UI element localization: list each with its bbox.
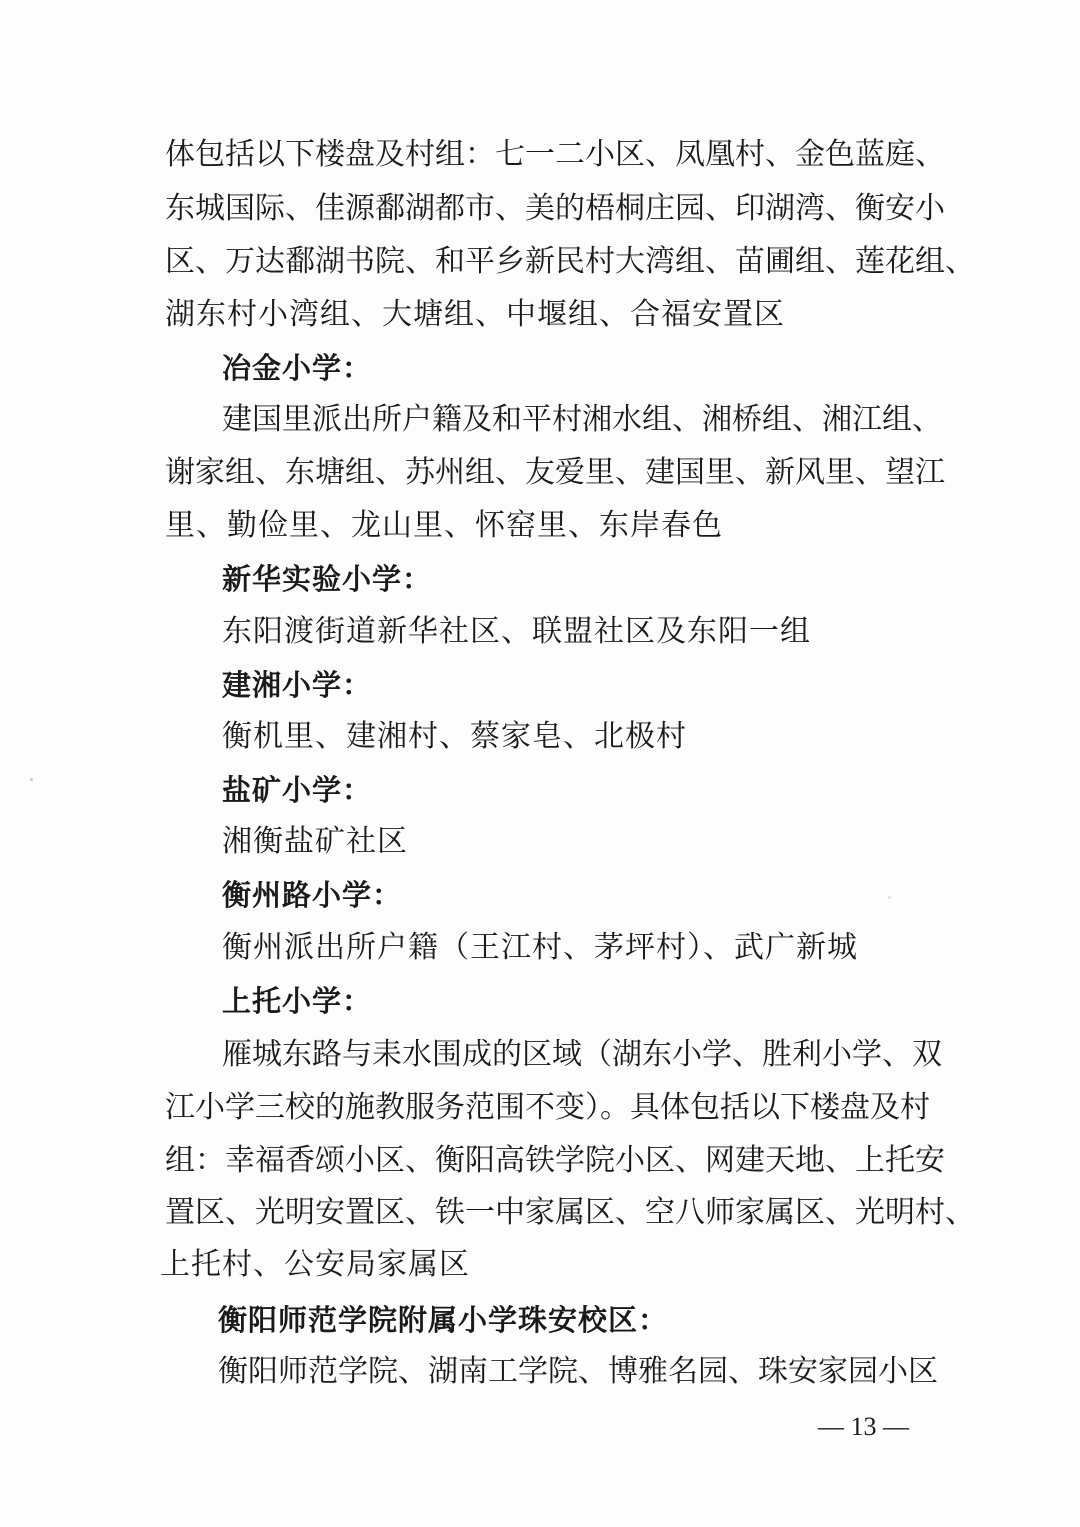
text-line: 里、勤俭里、龙山里、怀窑里、东岸春色 [165, 508, 723, 543]
text-line: 衡州派出所户籍（王江村、茅坪村）、武广新城 [222, 930, 858, 965]
section-heading-yejin: 冶金小学： [222, 351, 373, 385]
text-line: 湖东村小湾组、大塘组、中堰组、合福安置区 [165, 297, 785, 332]
text-line: 衡机里、建湘村、蔡家皂、北极村 [222, 719, 687, 754]
section-heading-yankuang: 盐矿小学： [222, 773, 373, 807]
text-line: 衡阳师范学院、湖南工学院、博雅名园、珠安家园小区 [218, 1354, 938, 1389]
text-line: 雁城东路与耒水围成的区域（湖东小学、胜利小学、双 [222, 1037, 942, 1072]
section-heading-jianxiang: 建湘小学： [222, 668, 373, 702]
section-heading-xinhua: 新华实验小学： [222, 562, 433, 596]
section-heading-shangtuo: 上托小学： [222, 984, 373, 1018]
scan-speck [888, 896, 891, 899]
section-heading-hengzhoulu: 衡州路小学： [222, 878, 403, 912]
page-number: — 13 — [818, 1412, 909, 1441]
scan-speck [30, 778, 33, 781]
text-line: 谢家组、东塘组、苏州组、友爱里、建国里、新风里、望江 [165, 455, 945, 490]
text-line: 东城国际、佳源鄱湖都市、美的梧桐庄园、印湖湾、衡安小 [165, 191, 945, 226]
text-line: 湘衡盐矿社区 [222, 824, 408, 859]
text-line: 置区、光明安置区、铁一中家属区、空八师家属区、光明村、 [165, 1195, 975, 1230]
text-line: 上托村、公安局家属区 [160, 1247, 470, 1282]
text-line: 建国里派出所户籍及和平村湘水组、湘桥组、湘江组、 [222, 402, 942, 437]
text-line: 江小学三校的施教服务范围不变）。具体包括以下楼盘及村 [165, 1090, 930, 1125]
text-line: 东阳渡街道新华社区、联盟社区及东阳一组 [222, 614, 811, 649]
text-line: 组：幸福香颂小区、衡阳高铁学院小区、网建天地、上托安 [165, 1143, 945, 1178]
text-line: 体包括以下楼盘及村组：七一二小区、凤凰村、金色蓝庭、 [165, 137, 945, 172]
section-heading-zhuan: 衡阳师范学院附属小学珠安校区： [218, 1303, 669, 1337]
text-line: 区、万达鄱湖书院、和平乡新民村大湾组、苗圃组、莲花组、 [165, 244, 975, 279]
